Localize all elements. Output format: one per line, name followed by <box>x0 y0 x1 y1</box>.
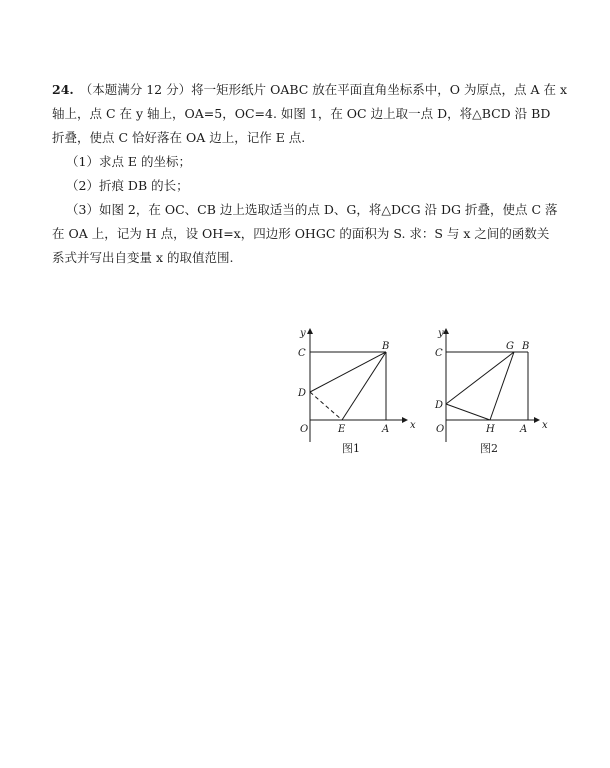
problem-block <box>52 78 568 270</box>
label-x: x <box>542 420 548 431</box>
label-d: D <box>298 388 307 399</box>
label-a: A <box>382 424 390 435</box>
segment-de <box>310 392 342 420</box>
segment-dh <box>446 404 490 420</box>
label-o: O <box>436 424 445 435</box>
figure-1 <box>290 322 420 462</box>
problem-line-2: 轴上，点 C 在 y 轴上，OA=5，OC=4. 如图 1，在 OC 边上取一点 D，将△BCD 沿 BD <box>52 106 551 121</box>
figure-1-caption: 图1 <box>342 442 360 455</box>
problem-text: （本题满分 12 分）将一矩形纸片 OABC 放在平面直角坐标系中，O 为原点，点 A 在 x <box>79 82 568 97</box>
question-2: （2）折痕 DB 的长； <box>66 178 189 193</box>
y-axis-arrow <box>307 328 313 334</box>
figure-2-caption: 图2 <box>480 442 498 455</box>
y-axis-arrow <box>443 328 449 334</box>
segment-eb <box>342 352 386 420</box>
label-e: E <box>338 424 346 435</box>
label-d: D <box>435 400 444 411</box>
label-a: A <box>520 424 528 435</box>
figure-2 <box>432 322 552 462</box>
label-g: G <box>506 341 514 352</box>
question-3-continued-1: 在 OA 上，记为 H 点，设 OH=x，四边形 OHGC 的面积为 S. 求：S 与 x 之间的函数关 <box>52 226 550 241</box>
label-o: O <box>300 424 309 435</box>
x-axis-arrow <box>402 417 408 423</box>
problem-number: 24. <box>52 82 74 97</box>
label-h: H <box>486 424 495 435</box>
fold-line-db <box>310 352 386 392</box>
label-b: B <box>522 341 530 352</box>
label-y: y <box>300 328 306 339</box>
label-c: C <box>298 348 306 359</box>
problem-line-3: 折叠，使点 C 恰好落在 OA 边上，记作 E 点. <box>52 130 306 145</box>
label-b: B <box>382 341 390 352</box>
segment-hg <box>490 352 514 420</box>
label-x: x <box>410 420 416 431</box>
label-c: C <box>435 348 443 359</box>
label-y: y <box>438 328 444 339</box>
x-axis-arrow <box>534 417 540 423</box>
question-1: （1）求点 E 的坐标； <box>66 154 192 169</box>
question-3-continued-2: 系式并写出自变量 x 的取值范围. <box>52 250 234 265</box>
problem-line-1 <box>52 78 568 102</box>
question-3: （3）如图 2，在 OC、CB 边上选取适当的点 D、G，将△DCG 沿 DG 折叠，使点 C 落 <box>66 202 558 217</box>
fold-line-dg <box>446 352 514 404</box>
